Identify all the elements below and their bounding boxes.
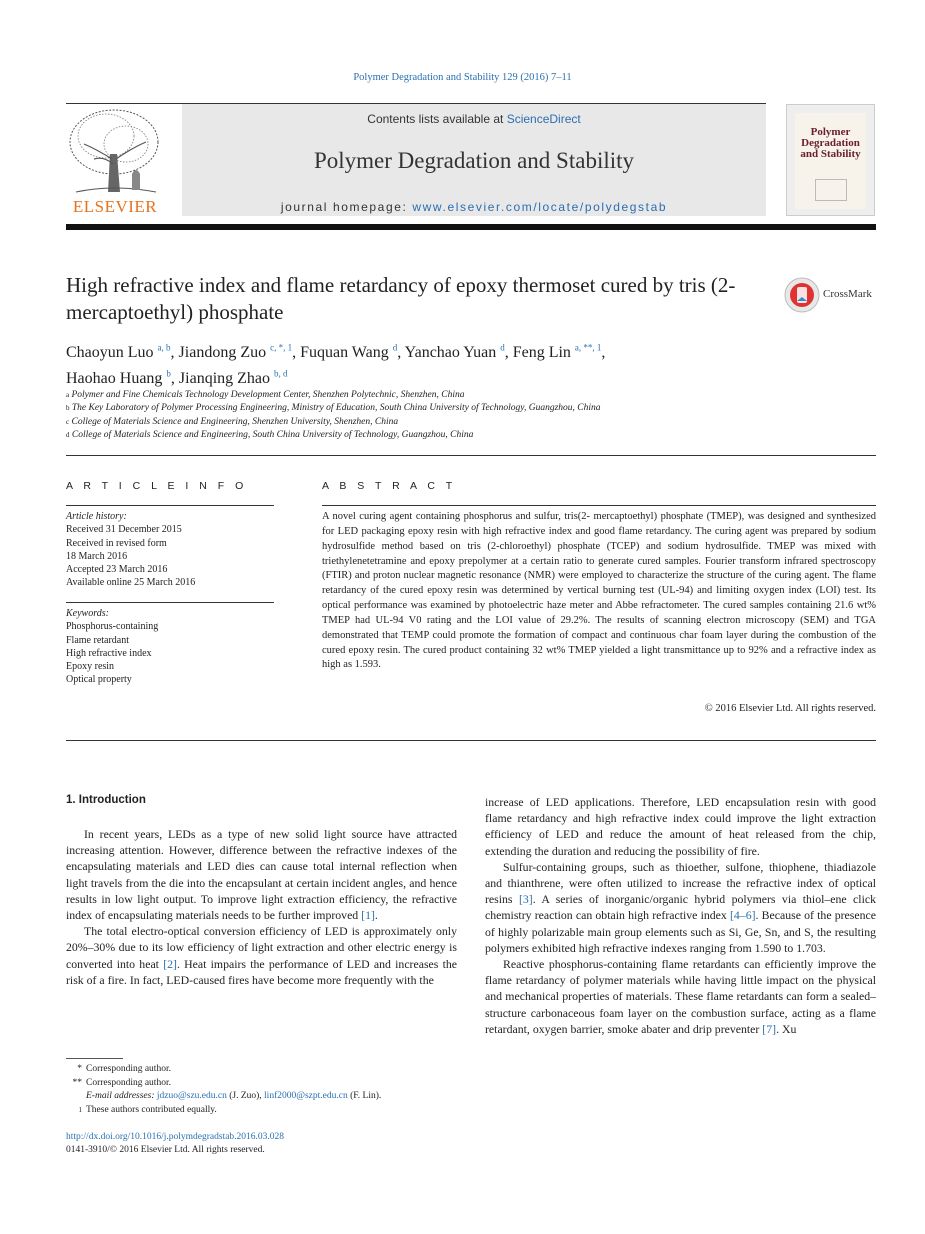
- text-run: Reactive phosphorus-containing flame retardants can efficiently improve the flame retardancy of polymer materials while having little impact on the physical and mechanical properties of materials. These flame retardants can form a sealed–structure carbonaceous foam layer on the combustion surface, acting as a flame retardant, oxygen barrier, smoke abater and drip preventer: [485, 957, 876, 1036]
- author-sup[interactable]: b: [166, 368, 171, 379]
- article-history: [66, 510, 274, 590]
- author-sep: ,: [292, 344, 301, 362]
- text-run: . Heat impairs the performance of LED and increases the risk of a fire. In fact, LED-caused fires have become more frequently with the: [66, 956, 458, 987]
- article-info-heading: A R T I C L E I N F O: [66, 480, 248, 492]
- footnote-text: Corresponding author.: [86, 1077, 171, 1088]
- author-sup[interactable]: a, **, 1: [574, 343, 602, 353]
- journal-citation[interactable]: Polymer Degradation and Stability 129 (2016) 7–11: [353, 72, 572, 83]
- journal-homepage: [182, 200, 766, 214]
- email-owner: (J. Zuo),: [226, 1091, 265, 1101]
- history-item: 18 March 2016: [66, 550, 128, 562]
- citation-link[interactable]: [2]: [163, 956, 177, 971]
- article-info-rule: [66, 505, 274, 506]
- keyword-item: Epoxy resin: [66, 661, 115, 673]
- author-6[interactable]: [66, 370, 179, 387]
- affiliation-text: The Key Laboratory of Polymer Processing Engineering, Ministry of Education, South China University of Technology, Guangzhou, China: [71, 403, 601, 414]
- abstract-heading: A B S T R A C T: [322, 480, 457, 492]
- crossmark-icon: [784, 277, 820, 313]
- author-name: Feng Lin: [512, 344, 571, 362]
- homepage-prefix: journal homepage:: [280, 200, 413, 214]
- intro-paragraph-2: [66, 923, 457, 988]
- author-4[interactable]: [405, 344, 513, 361]
- text-run: . A series of inorganic/organic hybrid polymers via thiol–ene click chemistry reaction can obtain high refractive index: [485, 892, 876, 923]
- cover-title: Polymer Degradation and Stability: [800, 126, 861, 160]
- history-label: Article history:: [66, 511, 127, 522]
- affiliations: [66, 389, 866, 442]
- author-sup[interactable]: d: [500, 343, 505, 353]
- footnote-text: These authors contributed equally.: [86, 1104, 217, 1115]
- keyword-item: Flame retardant: [66, 634, 130, 646]
- author-5[interactable]: [513, 344, 606, 361]
- journal-title: Polymer Degradation and Stability: [313, 148, 635, 173]
- cover-box: [815, 179, 847, 201]
- author-name: Jiandong Zuo: [178, 344, 267, 362]
- email-owner: (F. Lin).: [347, 1091, 382, 1101]
- text-run: .: [374, 908, 378, 923]
- body-column-left: [66, 826, 457, 988]
- footnote-rule: [66, 1058, 123, 1059]
- header-thick-rule: [66, 224, 876, 230]
- citation-link[interactable]: [7]: [762, 1021, 777, 1036]
- footnote-mark: 1: [78, 1105, 82, 1114]
- cover-panel: [795, 113, 866, 209]
- article-title: High refractive index and flame retardancy of epoxy thermoset cured by tris (2- mercaptoethyl) phosphate: [66, 273, 736, 324]
- keywords-rule: [66, 602, 274, 603]
- author-3[interactable]: [300, 344, 405, 361]
- history-item: Received 31 December 2015: [66, 524, 182, 536]
- author-name: Haohao Huang: [66, 369, 163, 387]
- author-2[interactable]: [179, 344, 301, 361]
- author-1[interactable]: [66, 344, 179, 361]
- author-name: Yanchao Yuan: [404, 344, 497, 362]
- author-name: Chaoyun Luo: [66, 344, 154, 362]
- elsevier-wordmark: ELSEVIER: [72, 197, 158, 216]
- author-sep: ,: [170, 344, 179, 362]
- author-sup[interactable]: b, d: [274, 368, 288, 379]
- author-list: [66, 338, 756, 389]
- author-sup[interactable]: c, *, 1: [270, 343, 293, 353]
- affiliation-text: College of Materials Science and Engineering, South China University of Technology, Guangzhou, China: [71, 429, 474, 440]
- email-link-lin[interactable]: linf2000@szpt.edu.cn: [264, 1091, 348, 1101]
- author-sup[interactable]: d: [392, 343, 398, 353]
- history-item: Accepted 23 March 2016: [66, 564, 168, 576]
- author-sep: ,: [397, 344, 405, 362]
- homepage-link[interactable]: www.elsevier.com/locate/polydegstab: [412, 200, 668, 214]
- author-name: Fuquan Wang: [300, 344, 389, 362]
- crossmark-button[interactable]: [784, 278, 876, 312]
- journal-cover[interactable]: [786, 104, 875, 216]
- sciencedirect-link[interactable]: ScienceDirect: [506, 112, 581, 126]
- intro-paragraph-3: [485, 859, 876, 956]
- footnote-mark: *: [77, 1064, 82, 1074]
- affiliation-text: College of Materials Science and Engineering, Shenzhen University, Shenzhen, China: [71, 416, 399, 427]
- citation-link[interactable]: [3]: [518, 892, 533, 907]
- body-rule: [66, 740, 876, 741]
- abstract-text: A novel curing agent containing phosphorus and sulfur, tris(2- mercaptoethyl) phosphate (TMEP), was designed and synthesized for LED packaging epoxy resin with high refractive index and good flame retardancy. The curing agent was prepared by sodium hydrosulfide method based on tris (2-chloroethyl) phosphate (TCEP) and sodium hydrosulfide. TMEP was mixed with triethylenetetramine and epoxy prepolymer at a certain ratio to generate cured samples. Fourier transform infrared spectroscopy (FTIR) and proton nuclear magnetic resonance (NMR) were employed to characterize the structure of the curing agent. The flame retardancy of the cured epoxy resin was determined by vertical burning test (UL-94) and limiting oxygen index (LOI) test. Its optical performance was examined by photoelectric haze meter and Abbe refractometer. The cured samples containing 21.6 wt% TMEP had UL-94 V0 rating and the LOI value of 29.2%. The results of scanning electron microscopy (SEM) and TGA demonstrated that TEMP could promote the formation of compact and continuous char foam layer during the combustion of the cured epoxy resin. The cured product containing 32 wt% TMEP yielded a light transmittance up to 92% and a refractive index as high as 1.593.: [322, 511, 876, 671]
- affiliation-c: [66, 416, 866, 429]
- history-item: Received in revised form: [66, 537, 167, 549]
- keywords: [66, 607, 274, 687]
- text-run: In recent years, LEDs as a type of new solid light source have attracted increasing attention. However, difference between the refractive indexes of the encapsulating materials and LED dies can cause total internal reflection when light travels from the die into the encapsulant at certain incident angles, and hence results in low light output. To improve light extraction efficiency, the refractive index of encapsulating materials needs to be further improved: [66, 827, 457, 923]
- footnote-corresponding-2: [66, 1077, 457, 1091]
- section-rule: [66, 455, 876, 456]
- citation-link[interactable]: [4–6]: [729, 908, 756, 923]
- author-sep: ,: [601, 344, 606, 362]
- email-link-zuo[interactable]: jdzuo@szu.edu.cn: [156, 1091, 227, 1101]
- affiliation-b: [66, 402, 866, 415]
- text-run: . Xu: [776, 1021, 797, 1036]
- contents-line: [182, 112, 766, 126]
- footnote-corresponding-1: [66, 1063, 457, 1077]
- abstract-rule: [322, 505, 876, 506]
- text-run: The total electro-optical conversion efficiency of LED is approximately only 20%–30% due to its low efficiency of light extraction and other electric energy is converted into heat: [66, 924, 457, 971]
- keyword-item: Phosphorus-containing: [66, 621, 159, 633]
- keywords-label: Keywords:: [66, 608, 109, 619]
- author-sup[interactable]: a, b: [157, 343, 171, 353]
- author-sep: ,: [170, 369, 179, 387]
- author-7[interactable]: [179, 370, 288, 387]
- affiliation-a: [66, 389, 866, 402]
- intro-paragraph-2-cont: increase of LED applications. Therefore, LED encapsulation resin with good flame retardancy and high refractive index could improve the light extraction efficiency of LED and reduce the amount of heat released from the chip, extending the duration and reducing the possibility of fire.: [485, 795, 876, 858]
- author-sep: ,: [504, 344, 513, 362]
- text-run: Sulfur-containing groups, such as thioether, sulfone, thiophene, thiadiazole and thianthrene, were often utilized to increase the refractive index of optical resins: [485, 859, 876, 907]
- citation-link[interactable]: [1]: [361, 908, 375, 923]
- intro-paragraph-1: [66, 826, 457, 923]
- affiliation-mark: c: [66, 417, 70, 426]
- issn-line: 0141-3910/© 2016 Elsevier Ltd. All rights reserved.: [66, 1145, 265, 1155]
- crossmark-label: CrossMark: [823, 288, 872, 300]
- footnote-emails: [66, 1090, 457, 1104]
- keyword-item: High refractive index: [66, 647, 152, 659]
- affiliation-mark: b: [66, 404, 70, 413]
- contents-prefix: Contents lists available at: [367, 112, 507, 126]
- affiliation-mark: d: [66, 430, 70, 439]
- author-name: Jianqing Zhao: [178, 369, 271, 387]
- affiliation-d: [66, 429, 866, 442]
- affiliation-text: Polymer and Fine Chemicals Technology Development Center, Shenzhen Polytechnic, Shenzhen, China: [71, 390, 465, 400]
- text-run: . Because of the presence of highly polarizable main group elements such as Si, Ge, Sn, and S, the resulting polymers exhibited high refractive indexes ranging from 1.590 to 1.703.: [485, 908, 876, 955]
- body-column-right: [485, 794, 876, 1037]
- doi-link[interactable]: http://dx.doi.org/10.1016/j.polymdegradstab.2016.03.028: [66, 1132, 285, 1142]
- email-label: E-mail addresses:: [86, 1091, 157, 1101]
- history-item: Available online 25 March 2016: [66, 577, 196, 589]
- footnote-mark: **: [72, 1077, 82, 1088]
- footnotes: [66, 1063, 457, 1117]
- intro-paragraph-4: [485, 956, 876, 1037]
- abstract-copyright: © 2016 Elsevier Ltd. All rights reserved.: [704, 703, 876, 714]
- footnote-text: Corresponding author.: [86, 1064, 171, 1074]
- keyword-item: Optical property: [66, 674, 132, 686]
- intro-heading: 1. Introduction: [66, 794, 146, 806]
- journal-masthead: [182, 104, 766, 216]
- footnote-equal-contribution: [66, 1104, 457, 1118]
- affiliation-mark: a: [66, 391, 70, 399]
